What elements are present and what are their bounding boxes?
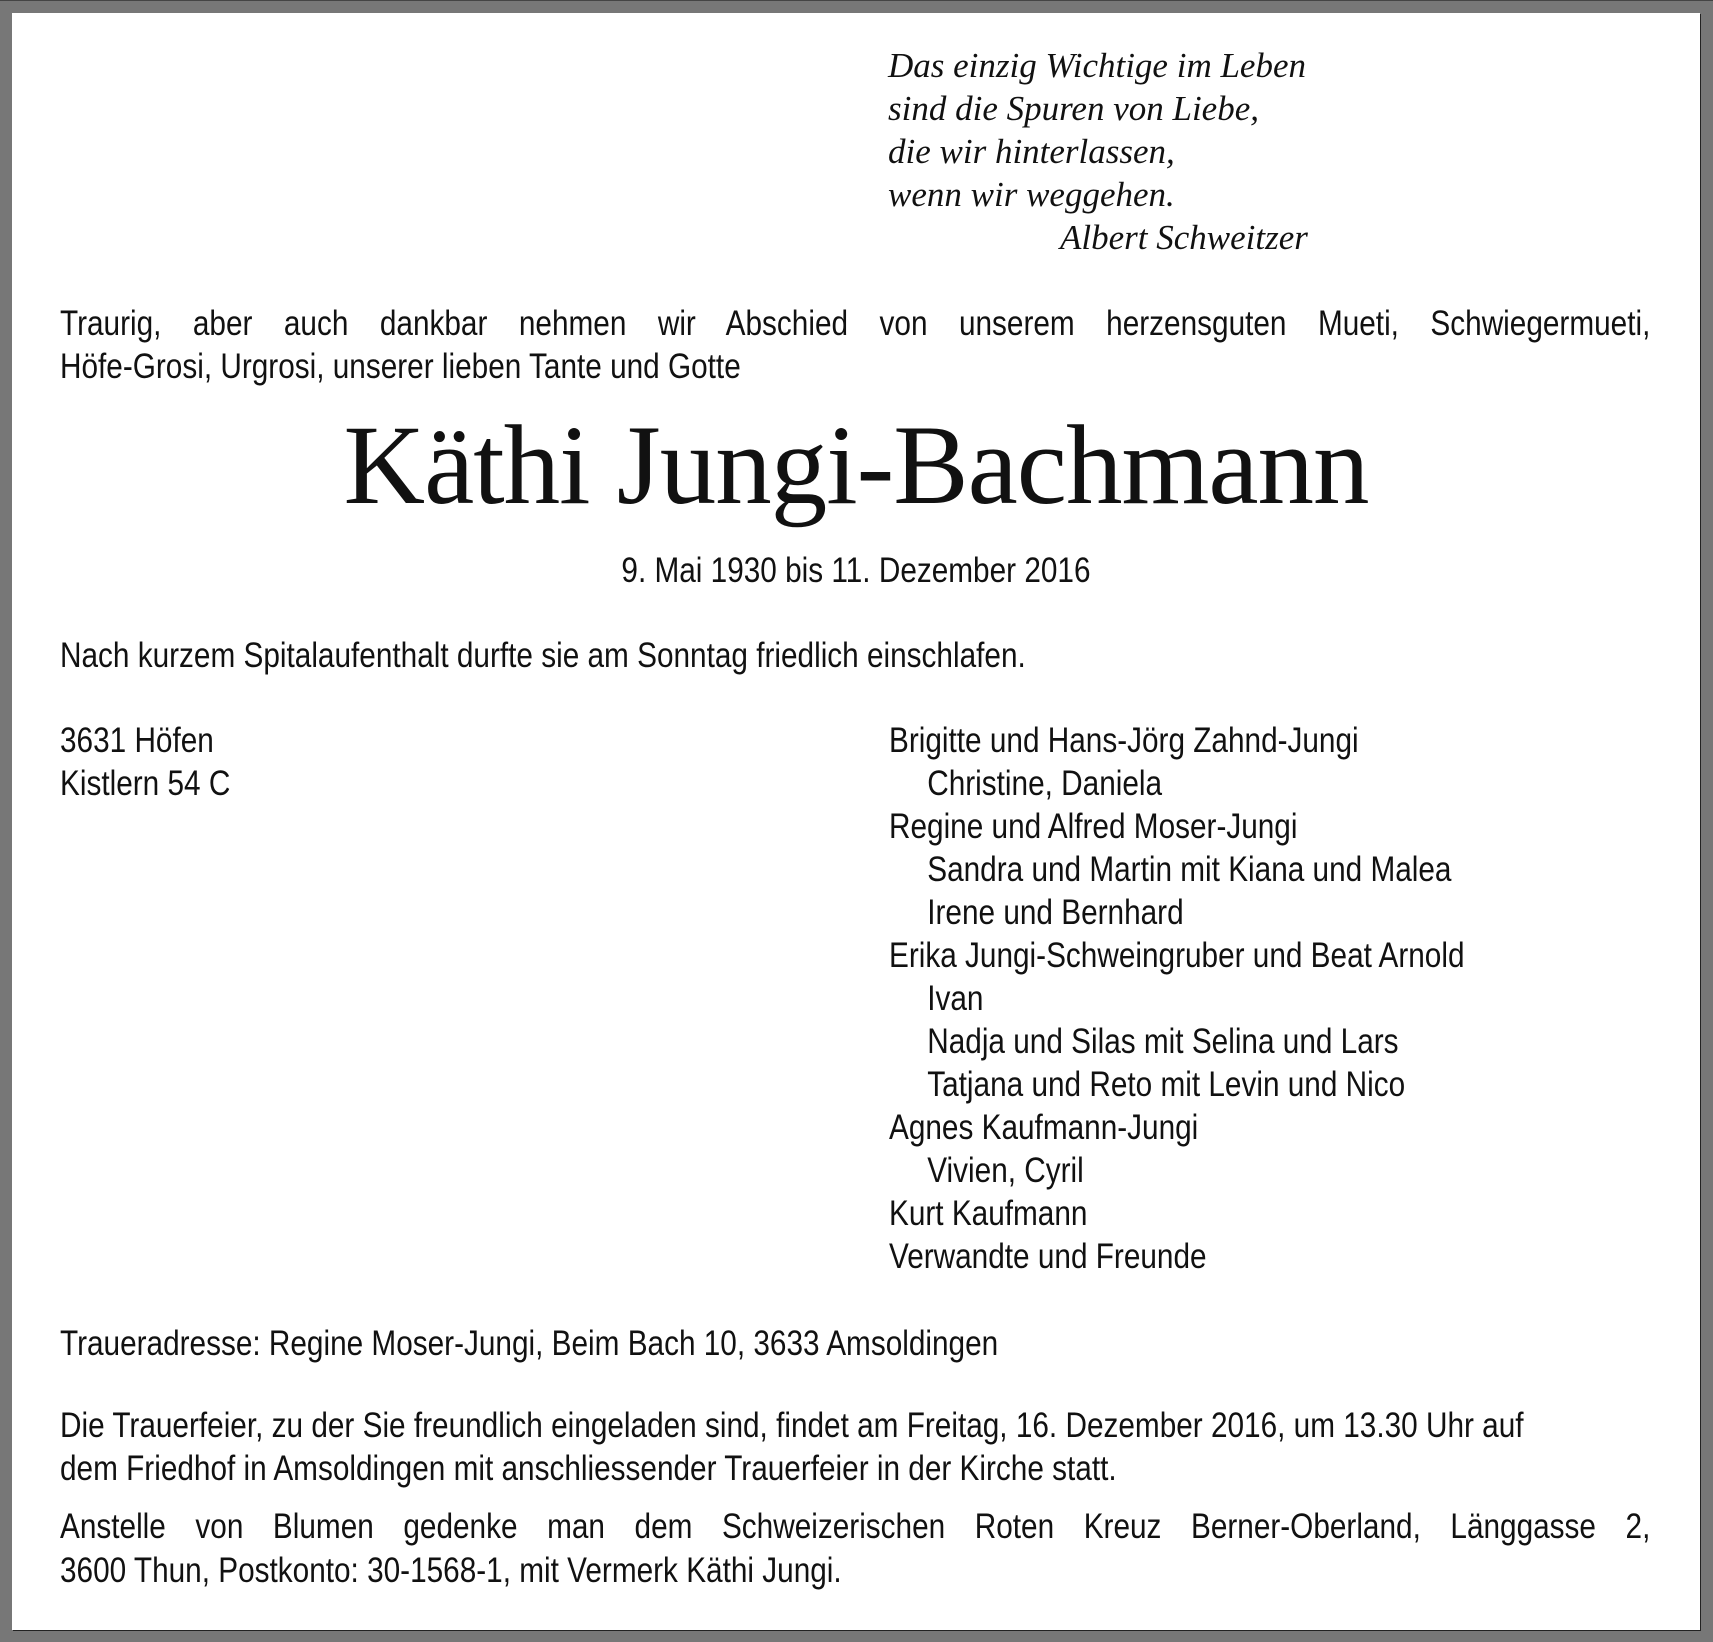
donation-info bbox=[60, 1505, 1650, 1593]
family-member: Brigitte und Hans-Jörg Zahnd-Jungi bbox=[889, 721, 1359, 760]
mourning-address: Traueradresse: Regine Moser-Jungi, Beim Bach 10, 3633 Amsoldingen bbox=[60, 1324, 999, 1363]
ceremony-info bbox=[60, 1404, 1650, 1490]
family-member: Erika Jungi-Schweingruber und Beat Arnold bbox=[889, 936, 1465, 975]
family-member-child: Christine, Daniela bbox=[927, 764, 1163, 803]
family-member: Kurt Kaufmann bbox=[889, 1194, 1088, 1233]
home-address bbox=[60, 719, 230, 805]
family-member-child: Nadja und Silas mit Selina und Lars bbox=[927, 1022, 1399, 1061]
family-member-child: Irene und Bernhard bbox=[927, 893, 1184, 932]
family-member-child: Tatjana und Reto mit Levin und Nico bbox=[927, 1065, 1406, 1104]
ceremony-line-2: dem Friedhof in Amsoldingen mit anschliessender Trauerfeier in der Kirche statt. bbox=[60, 1449, 1117, 1488]
donation-line-2: 3600 Thun, Postkonto: 30-1568-1, mit Vermerk Käthi Jungi. bbox=[60, 1551, 842, 1590]
life-dates-wrap bbox=[12, 549, 1700, 592]
quote bbox=[888, 44, 1308, 259]
donation-line-1: Anstelle von Blumen gedenke man dem Schweizerischen Roten Kreuz Berner-Oberland, Länggasse 2, bbox=[60, 1507, 1651, 1546]
address-line-2: Kistlern 54 C bbox=[60, 764, 231, 803]
intro-line-2: Höfe-Grosi, Urgrosi, unserer lieben Tante und Gotte bbox=[60, 347, 741, 386]
quote-line: sind die Spuren von Liebe, bbox=[888, 89, 1260, 128]
quote-line: die wir hinterlassen, bbox=[888, 132, 1175, 171]
family-member-child: Ivan bbox=[927, 979, 984, 1018]
quote-line: Das einzig Wichtige im Leben bbox=[888, 46, 1307, 85]
family-member: Agnes Kaufmann-Jungi bbox=[889, 1108, 1199, 1147]
life-dates: 9. Mai 1930 bis 11. Dezember 2016 bbox=[621, 551, 1091, 590]
ceremony-line-1: Die Trauerfeier, zu der Sie freundlich eingeladen sind, findet am Freitag, 16. Dezember 2016, um 13.30 Uhr auf bbox=[60, 1406, 1524, 1445]
family-member: Regine und Alfred Moser-Jungi bbox=[889, 807, 1298, 846]
family-member: Verwandte und Freunde bbox=[889, 1237, 1207, 1276]
intro-paragraph bbox=[60, 302, 1650, 388]
passing-text: Nach kurzem Spitalaufenthalt durfte sie am Sonntag friedlich einschlafen. bbox=[60, 636, 1026, 675]
quote-author: Albert Schweitzer bbox=[1060, 218, 1308, 257]
quote-line: wenn wir weggehen. bbox=[888, 175, 1175, 214]
family-member-child: Vivien, Cyril bbox=[927, 1151, 1084, 1190]
deceased-name: Käthi Jungi-Bachmann bbox=[343, 403, 1369, 528]
family-member-child: Sandra und Martin mit Kiana und Malea bbox=[927, 850, 1452, 889]
obituary-page bbox=[12, 13, 1700, 1630]
intro-line-1: Traurig, aber auch dankbar nehmen wir Abschied von unserem herzensguten Mueti, Schwiegermueti, bbox=[60, 304, 1651, 343]
family-list bbox=[889, 719, 1465, 1278]
address-line-1: 3631 Höfen bbox=[60, 721, 214, 760]
